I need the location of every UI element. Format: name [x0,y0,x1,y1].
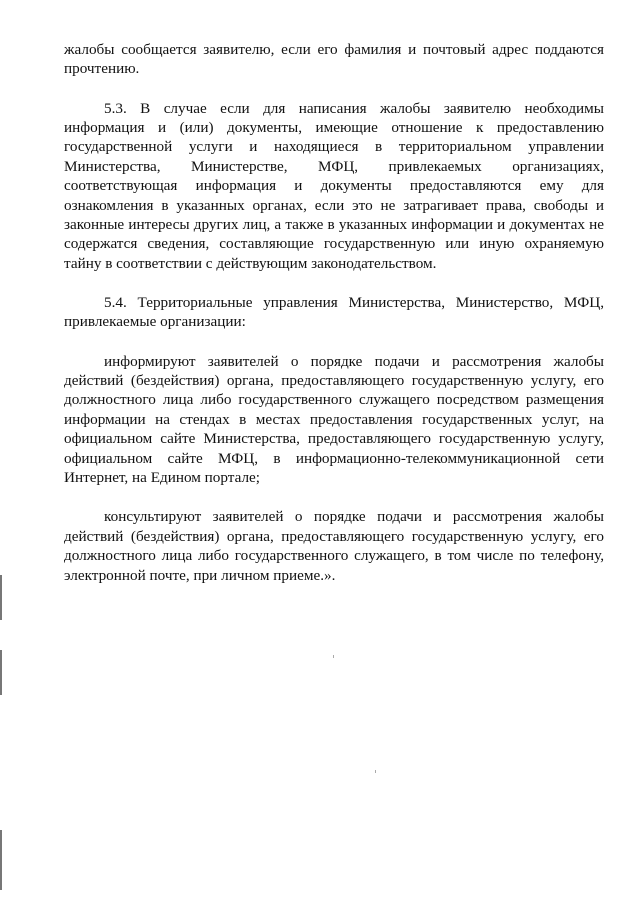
document-body [64,40,604,585]
scan-edge-mark [0,650,2,695]
scan-speck [375,770,376,773]
scan-edge-mark [0,575,2,620]
paragraph-inform: информируют заявителей о порядке подачи и рассмотрения жалобы действий (бездействия) органа, предоставляющего государственную услугу, его должностного лица либо государственного служащего посредством размещения информации на стендах в местах предоставления государственных услуг, на официальном сайте Министерства, предоставляющего государственную услугу, официальном сайте МФЦ, в информационно-телекоммуникационной сети Интернет, на Едином портале; [64,352,604,487]
paragraph-5-4: 5.4. Территориальные управления Министерства, Министерство, МФЦ, привлекаемые организации: [64,294,604,331]
paragraph-continuation: жалобы сообщается заявителю, если его фамилия и почтовый адрес поддаются прочтению. [64,41,604,78]
paragraph-consult: консультируют заявителей о порядке подачи и рассмотрения жалобы действий (бездействия) органа, предоставляющего государственную услугу, его должностного лица либо государственного служащего, в том числе по телефону, электронной почте, при личном приеме.». [64,508,604,584]
scan-speck [333,655,334,658]
scan-edge-mark [0,830,2,890]
paragraph-5-3: 5.3. В случае если для написания жалобы заявителю необходимы информация и (или) документы, имеющие отношение к предоставлению государственной услуги и находящиеся в территориальном управлении Министерства, Министерстве, МФЦ, привлекаемых организациях, соответствующая информация и документы предоставляются ему для ознакомления в указанных органах, если это не затрагивает права, свободы и законные интересы других лиц, а также в указанных информации и документах не содержатся сведения, составляющие государственную или иную охраняемую тайну в соответствии с действующим законодательством. [64,99,604,272]
